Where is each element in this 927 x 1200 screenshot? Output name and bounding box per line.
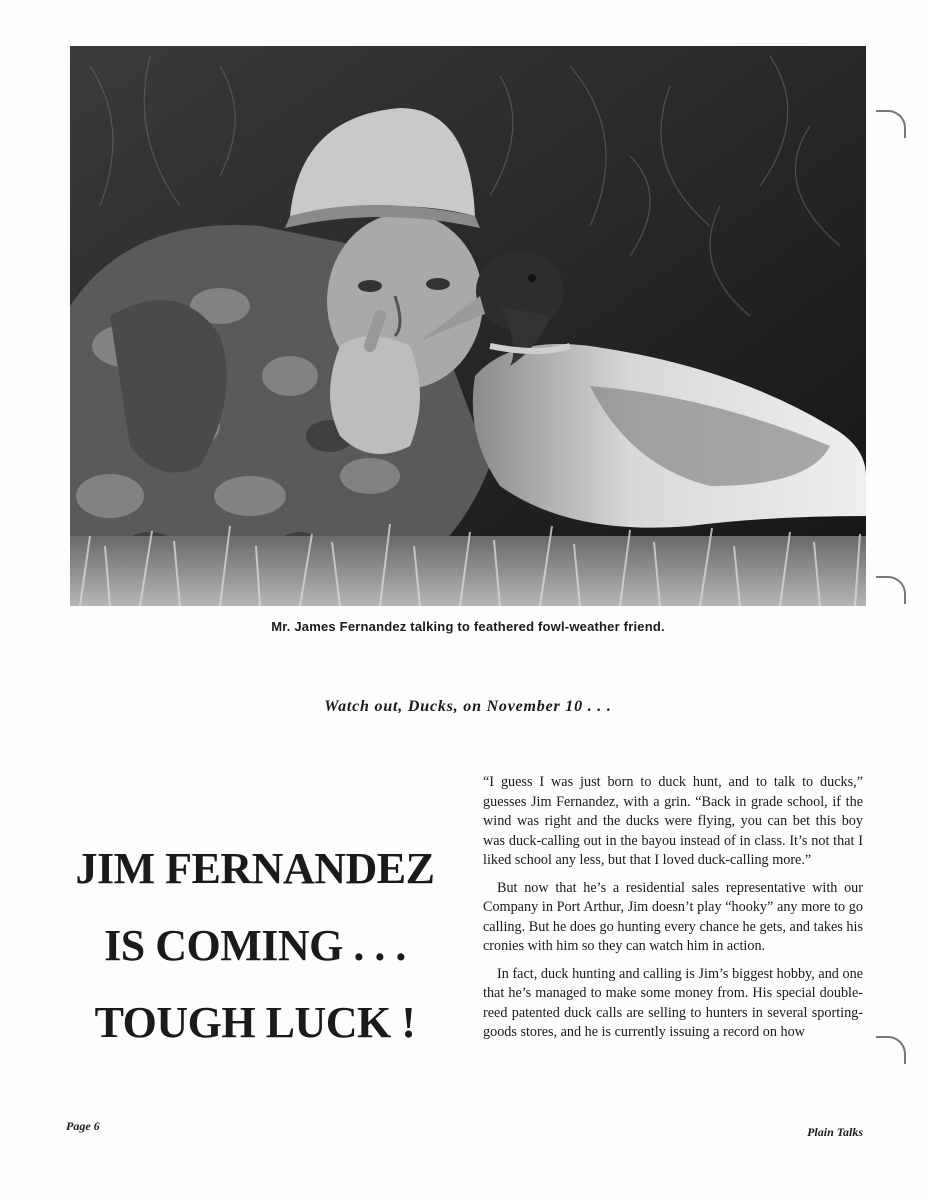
publication-name: Plain Talks bbox=[807, 1125, 863, 1139]
article-tagline: Watch out, Ducks, on November 10 . . . bbox=[324, 698, 612, 715]
article-headline bbox=[60, 830, 450, 1061]
article-body bbox=[483, 773, 863, 1051]
headline-line-3: TOUGH LUCK ! bbox=[94, 998, 416, 1047]
feature-photo bbox=[70, 46, 866, 606]
binder-hole-mark bbox=[876, 1036, 906, 1064]
hunter-and-duck-photo bbox=[70, 46, 866, 606]
binder-hole-mark bbox=[876, 110, 906, 138]
binder-hole-mark bbox=[876, 576, 906, 604]
article-paragraph-3: In fact, duck hunting and calling is Jim’s biggest hobby, and one that he’s managed to make some money from. His special double-reed patented duck calls are selling to hunters in several sporting-goods stores, and he is currently issuing a record on how bbox=[483, 965, 863, 1040]
page-number: Page 6 bbox=[66, 1119, 100, 1133]
article-paragraph-2: But now that he’s a residential sales representative with our Company in Port Arthur, Jim doesn’t play “hooky” any more to go calling. But he does go hunting every chance he gets, and takes his cronies with him so they can watch him in action. bbox=[483, 879, 863, 954]
headline-line-1: JIM FERNANDEZ bbox=[75, 844, 435, 893]
article-paragraph-1: “I guess I was just born to duck hunt, and to talk to ducks,” guesses Jim Fernandez, with a grin. “Back in grade school, if the wind was right and the ducks were flying, you can bet this boy was duck-calling out in the bayou instead of in class. It’s not that I liked school any less, but that I loved duck-calling more.” bbox=[483, 774, 863, 868]
headline-line-2: IS COMING . . . bbox=[104, 921, 406, 970]
photo-caption: Mr. James Fernandez talking to feathered fowl-weather friend. bbox=[271, 619, 665, 634]
